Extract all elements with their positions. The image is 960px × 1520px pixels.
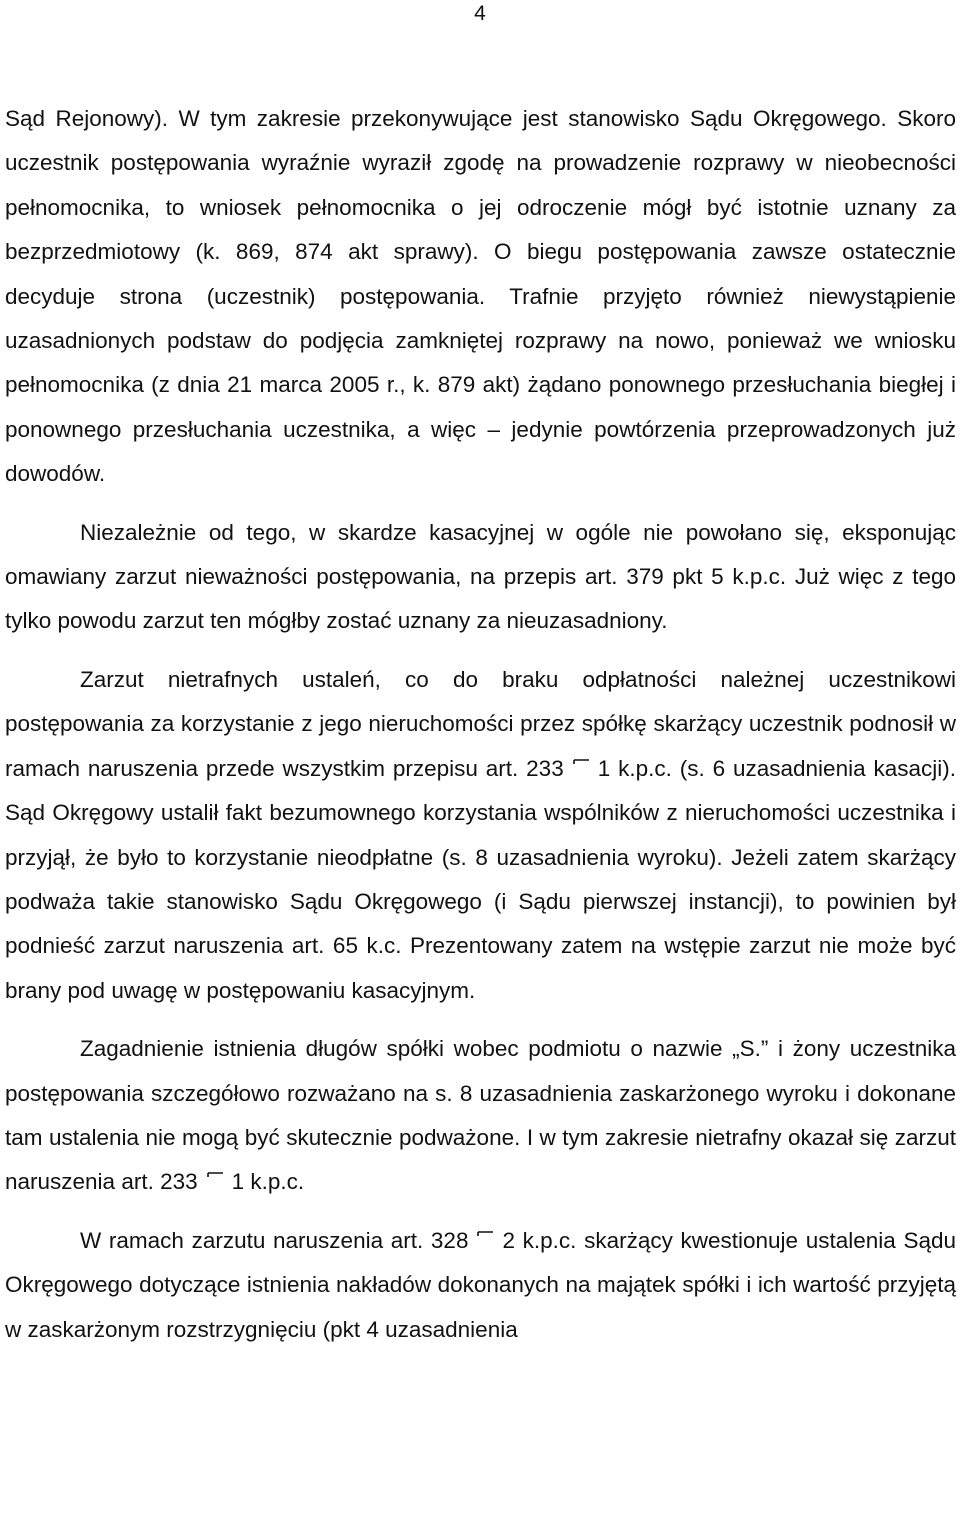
section-sign-icon: [204, 1168, 226, 1190]
paragraph-5-text-b: 2 k.p.c. skarżący kwestionuje ustalenia Sądu Okręgowego dotyczące istnienia nakładów dokonanych na majątek spółki i ich wartość przyjętą w zaskarżonym rozstrzygnięciu (pkt 4 uzasadnienia: [5, 1227, 956, 1342]
paragraph-3-text-a: Zarzut nietrafnych ustaleń, co do braku odpłatności należnej uczestnikowi postępowania za korzystanie z jego nieruchomości przez spółkę skarżący uczestnik podnosił w ramach naruszenia przede wszystkim przepisu art. 233: [5, 666, 956, 781]
paragraph-3: [5, 658, 956, 1013]
section-sign-icon: [570, 755, 592, 777]
paragraph-3-text-b: 1 k.p.c. (s. 6 uzasadnienia kasacji). Sąd Okręgowy ustalił fakt bezumownego korzystania wspólników z nieruchomości uczestnika i przyjął, że było to korzystanie nieodpłatne (s. 8 uzasadnienia wyroku). Jeżeli zatem skarżący podważa takie stanowisko Sądu Okręgowego (i Sądu pierwszej instancji), to powinien był podnieść zarzut naruszenia art. 65 k.c. Prezentowany zatem na wstępie zarzut nie może być brany pod uwagę w postępowaniu kasacyjnym.: [5, 755, 956, 1003]
paragraph-4-text-a: Zagadnienie istnienia długów spółki wobec podmiotu o nazwie „S.” i żony uczestnika postępowania szczegółowo rozważano na s. 8 uzasadnienia zaskarżonego wyroku i dokonane tam ustalenia nie mogą być skutecznie podważone. I w tym zakresie nietrafny okazał się zarzut naruszenia art. 233: [5, 1036, 956, 1195]
document-body: [5, 97, 956, 1352]
section-sign-icon: [474, 1227, 496, 1249]
paragraph-5: [5, 1219, 956, 1352]
page-number: 4: [474, 2, 486, 25]
paragraph-2: [5, 511, 956, 644]
paragraph-1-text: Sąd Rejonowy). W tym zakresie przekonywujące jest stanowisko Sądu Okręgowego. Skoro uczestnik postępowania wyraźnie wyraził zgodę na prowadzenie rozprawy w nieobecności pełnomocnika, to wniosek pełnomocnika o jej odroczenie mógł być istotnie uznany za bezprzedmiotowy (k. 869, 874 akt sprawy). O biegu postępowania zawsze ostatecznie decyduje strona (uczestnik) postępowania. Trafnie przyjęto również niewystąpienie uzasadnionych podstaw do podjęcia zamkniętej rozprawy na nowo, ponieważ we wniosku pełnomocnika (z dnia 21 marca 2005 r., k. 879 akt) żądano ponownego przesłuchania biegłej i ponownego przesłuchania uczestnika, a więc – jedynie powtórzenia przeprowadzonych już dowodów.: [5, 106, 956, 487]
paragraph-5-text-a: W ramach zarzutu naruszenia art. 328: [80, 1227, 469, 1253]
paragraph-1: [5, 97, 956, 497]
paragraph-4: [5, 1027, 956, 1205]
paragraph-4-text-b: 1 k.p.c.: [231, 1169, 305, 1195]
paragraph-2-text: Niezależnie od tego, w skardze kasacyjnej w ogóle nie powołano się, eksponując omawiany zarzut nieważności postępowania, na przepis art. 379 pkt 5 k.p.c. Już więc z tego tylko powodu zarzut ten mógłby zostać uznany za nieuzasadniony.: [5, 519, 956, 634]
